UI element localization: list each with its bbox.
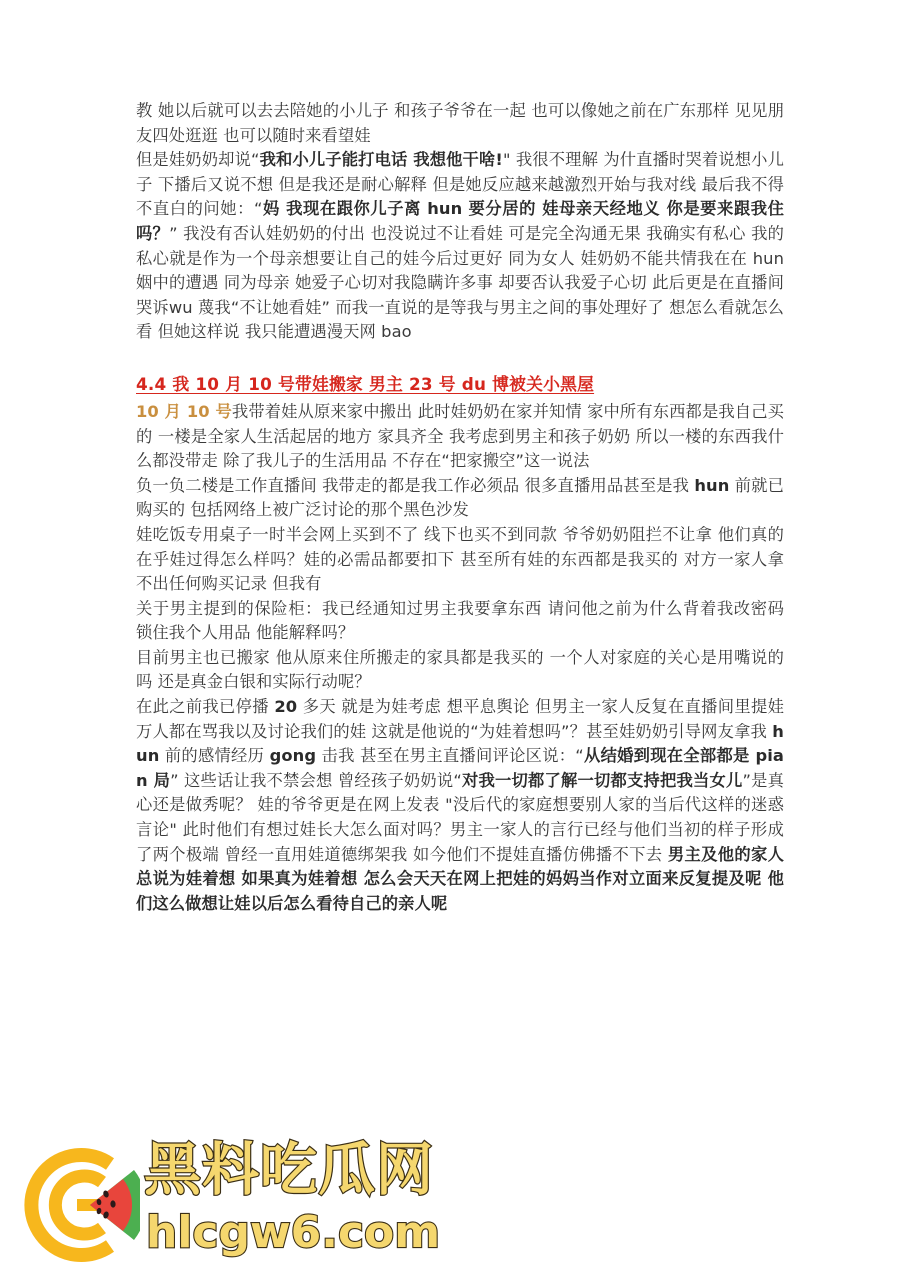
paragraph-3: [136, 400, 784, 474]
text-run: 但是娃奶奶却说“: [136, 150, 260, 170]
text-run: 击我 甚至在男主直播间评论区说：“: [316, 746, 584, 766]
text-run: 妈 我现在跟你儿子离 hun 要分居的 娃母亲天经地义 你是要来跟我住吗？: [136, 199, 784, 243]
para-5-text: [136, 525, 784, 593]
para-4-text: [136, 476, 784, 520]
text-run: 在此之前我已停播: [136, 697, 275, 717]
text-run: ” 我没有否认娃奶奶的付出 也没说过不让看娃 可是完全沟通无果 我确实有私心 我的私心就是作为一个母亲想要让自己的娃今后过更好 同为女人 娃奶奶不能共情我在在 hun 姻中的遭遇 同为母亲 她爱子心切对我隐瞒许多事 却要否认我爱子心切 此后更是在直播间哭诉wu 蔑我“不让她看娃” 而我一直说的是等我与男主之间的事处理好了 想怎么看就怎么看 但她这样说 我只能遭遇漫天网 bao: [136, 223, 784, 342]
text-run: ”是真心还是做秀呢？ 娃的爷爷更是在网上发表 "没后代的家庭想要别人家的当后代这样的迷惑言论" 此时他们有想过娃长大怎么面对吗？男主一家人的言行已经与他们当初的样子形成了两个极端 曾经一直用娃道德绑架我 如今他们不提娃直播仿佛播不下去: [136, 770, 784, 864]
paragraph-7: [136, 646, 784, 695]
site-watermark: [14, 1136, 454, 1271]
watermark-url: hlcgw6.com: [146, 1207, 441, 1258]
text-run: 男主及他的家人总说为娃着想 如果真为娃着想 怎么会天天在网上把娃的妈妈当作对立面来反复提及呢 他们这么做想让娃以后怎么看待自己的亲人呢: [136, 844, 784, 913]
text-run: 目前男主也已搬家 他从原来住所搬走的家具都是我买的 一个人对家庭的关心是用嘴说的吗 还是真金白银和实际行动呢？: [136, 647, 784, 692]
watermark-text-group: [144, 1136, 454, 1271]
text-run: 我和小儿子能打电话 我想他干啥!: [259, 150, 503, 170]
para-6-text: [136, 599, 784, 643]
para-7-text: [136, 648, 784, 692]
document-body: [136, 99, 784, 916]
text-run: 10 月 10 号: [136, 401, 232, 421]
text-run: 前的感情经历: [159, 746, 270, 766]
text-run: 教 她以后就可以去去陪她的小儿子 和孩子爷爷在一起 也可以像她之前在广东那样 见见朋友四处逛逛 也可以随时来看望娃: [136, 101, 784, 145]
text-run: ” 这些话让我不禁会想 曾经孩子奶奶说“: [170, 770, 462, 790]
para-2-text: [136, 150, 784, 341]
text-run: hun: [694, 475, 730, 495]
text-run: gong: [269, 746, 317, 766]
paragraph-1: [136, 99, 784, 148]
text-run: 娃吃饭专用桌子一时半会网上买到不了 线下也买不到同款 爷爷奶奶阻拦不让拿 他们真的在乎娃过得怎么样吗？娃的必需品都要扣下 甚至所有娃的东西都是我买的 对方一家人拿不出任何购买记录 但我有: [136, 524, 784, 594]
para-3-text: [136, 402, 784, 470]
section-heading-text: 4.4 我 10 月 10 号带娃搬家 男主 23 号 du 博被关小黑屋: [136, 373, 595, 394]
para-1-text: [136, 101, 784, 145]
text-run: 20: [274, 697, 298, 717]
section-heading-4-4: [136, 372, 784, 396]
paragraph-2: [136, 148, 784, 345]
paragraph-6: [136, 597, 784, 646]
text-run: 前就已购买的 包括网络上被广泛讨论的那个黑色沙发: [136, 475, 785, 520]
text-run: 对我一切都了解一切都支持把我当女儿: [461, 770, 743, 790]
heading-spacer-top: [136, 345, 784, 372]
para-8-text: [136, 697, 784, 913]
watermelon-c-logo-icon: [14, 1142, 140, 1268]
paragraph-8: [136, 695, 784, 916]
text-run: " 我很不理解 为什直播时哭着说想小儿子 下播后又说不想 但是我还是耐心解释 但是她反应越来越激烈开始与我对线 最后我不得不直白的问她：“: [136, 150, 784, 219]
text-run: 关于男主提到的保险柜：我已经通知过男主我要拿东西 请问他之前为什么背着我改密码 锁住我个人用品 他能解释吗？: [136, 598, 784, 643]
text-run: hun: [136, 721, 784, 766]
text-run: 我带着娃从原来家中搬出 此时娃奶奶在家并知情 家中所有东西都是我自己买的 一楼是全家人生活起居的地方 家具齐全 我考虑到男主和孩子奶奶 所以一楼的东西我什么都没带走 除了我儿子的生活用品 不存在“把家搬空”这一说法: [136, 401, 784, 471]
watermark-brand-cn: 黑料吃瓜网: [144, 1137, 434, 1203]
paragraph-5: [136, 523, 784, 597]
text-run: 从结婚到现在全部都是 pian 局: [136, 746, 785, 790]
text-run: 负一负二楼是工作直播间 我带走的都是我工作必须品 很多直播用品甚至是我: [136, 475, 695, 495]
paragraph-4: [136, 474, 784, 523]
text-run: 多天 就是为娃考虑 想平息舆论 但男主一家人反复在直播间里提娃 万人都在骂我以及讨论我们的娃 这就是他说的“为娃着想吗”？甚至娃奶奶引导网友拿我: [136, 697, 784, 741]
